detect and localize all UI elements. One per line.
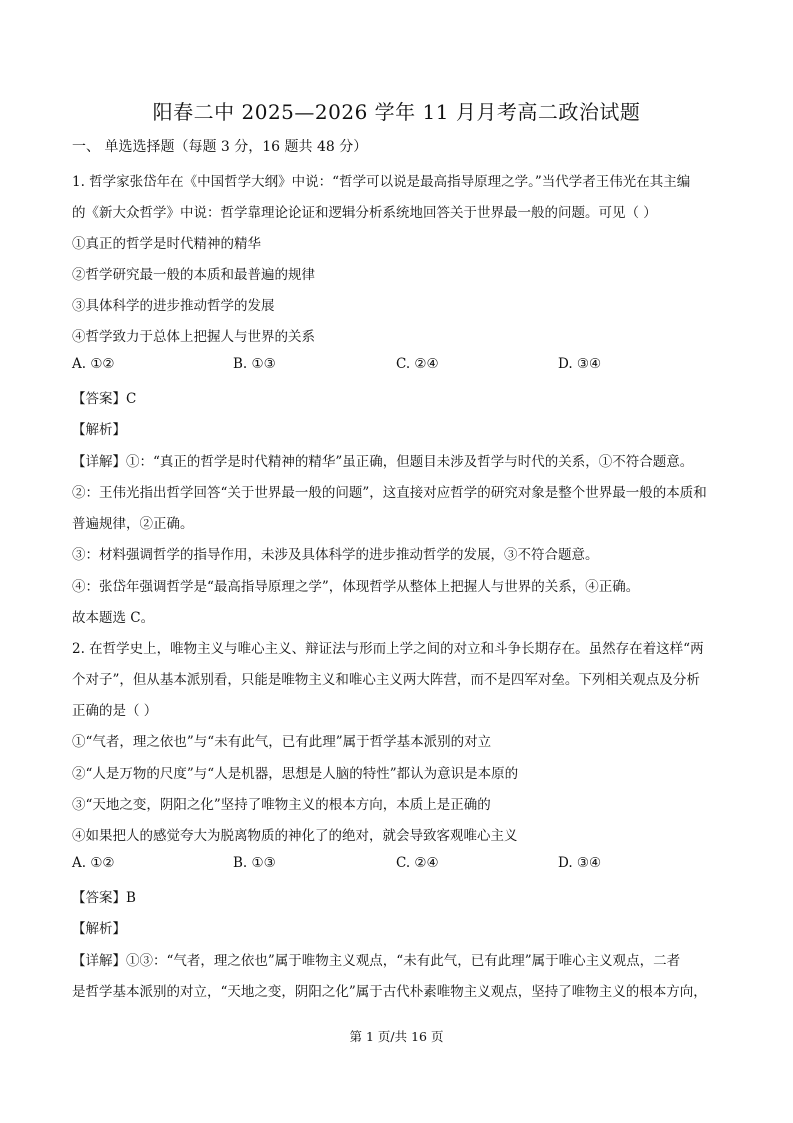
q1-analysis-label: 【解析】 (72, 422, 126, 438)
q2-stem-line-3: 正确的是（ ） (72, 703, 158, 719)
q1-option-c: C. ②④ (396, 356, 439, 372)
q2-item-4: ④如果把人的感觉夸大为脱离物质的神化了的绝对，就会导致客观唯心主义 (72, 828, 518, 844)
q2-option-d: D. ③④ (558, 855, 602, 871)
q1-detail-line-3: 普遍规律，②正确。 (72, 516, 194, 532)
q2-item-1: ①“气者，理之依也”与“未有此气，已有此理”属于哲学基本派别的对立 (72, 734, 492, 750)
q1-stem-line-1: 1. 哲学家张岱年在《中国哲学大纲》中说：“哲学可以说是最高指导原理之学。”当代学者王伟光在其主编 (72, 174, 691, 190)
q1-detail-line-2: ②：王伟光指出哲学回答“关于世界最一般的问题”，这直接对应哲学的研究对象是整个世界最一般的本质和 (72, 485, 707, 501)
q2-option-c: C. ②④ (396, 855, 439, 871)
page-footer: 第 1 页/共 16 页 (349, 1029, 444, 1044)
q1-detail-line-1: 【详解】①：“真正的哲学是时代精神的精华”虽正确，但题目未涉及哲学与时代的关系，①不符合题意。 (72, 454, 694, 470)
q1-item-3: ③具体科学的进步推动哲学的发展 (72, 298, 275, 314)
q1-item-2: ②哲学研究最一般的本质和最普遍的规律 (72, 267, 315, 283)
q1-detail-line-6: 故本题选 C。 (72, 610, 155, 626)
q2-stem-line-2: 个对子”，但从基本派别看，只能是唯物主义和唯心主义两大阵营，而不是四军对垒。下列相关观点及分析 (72, 672, 700, 688)
q2-stem-line-1: 2. 在哲学史上，唯物主义与唯心主义、辩证法与形而上学之间的对立和斗争长期存在。虽然存在着这样“两 (72, 641, 704, 657)
section-heading: 一、 单选选择题（每题 3 分，16 题共 48 分） (72, 139, 368, 155)
q1-option-d: D. ③④ (558, 356, 602, 372)
q2-analysis-label: 【解析】 (72, 921, 126, 937)
q1-detail-line-4: ③：材料强调哲学的指导作用，未涉及具体科学的进步推动哲学的发展，③不符合题意。 (72, 547, 599, 563)
q2-item-3: ③“天地之变，阴阳之化”坚持了唯物主义的根本方向，本质上是正确的 (72, 797, 491, 813)
q2-option-a: A. ①② (72, 855, 115, 871)
q1-answer: 【答案】C (72, 391, 137, 407)
q1-option-b: B. ①③ (233, 356, 276, 372)
q1-option-a: A. ①② (72, 356, 115, 372)
q1-item-4: ④哲学致力于总体上把握人与世界的关系 (72, 329, 315, 345)
page-title: 阳春二中 2025—2026 学年 11 月月考高二政治试题 (152, 100, 641, 124)
q2-detail-line-2: 是哲学基本派别的对立，“天地之变，阴阳之化”属于古代朴素唯物主义观点，坚持了唯物主义的根本方向， (72, 984, 707, 1000)
q2-option-b: B. ①③ (233, 855, 276, 871)
q2-answer: 【答案】B (72, 890, 136, 906)
q1-detail-line-5: ④：张岱年强调哲学是“最高指导原理之学”，体现哲学从整体上把握人与世界的关系，④正确。 (72, 579, 640, 595)
q2-detail-line-1: 【详解】①③：“气者，理之依也”属于唯物主义观点，“未有此气，已有此理”属于唯心主义观点，二者 (72, 953, 681, 969)
q2-item-2: ②“人是万物的尺度”与“人是机器，思想是人脑的特性”都认为意识是本原的 (72, 766, 519, 782)
q1-stem-line-2: 的《新大众哲学》中说：哲学靠理论论证和逻辑分析系统地回答关于世界最一般的问题。可见（ ） (72, 205, 657, 221)
q1-item-1: ①真正的哲学是时代精神的精华 (72, 236, 261, 252)
